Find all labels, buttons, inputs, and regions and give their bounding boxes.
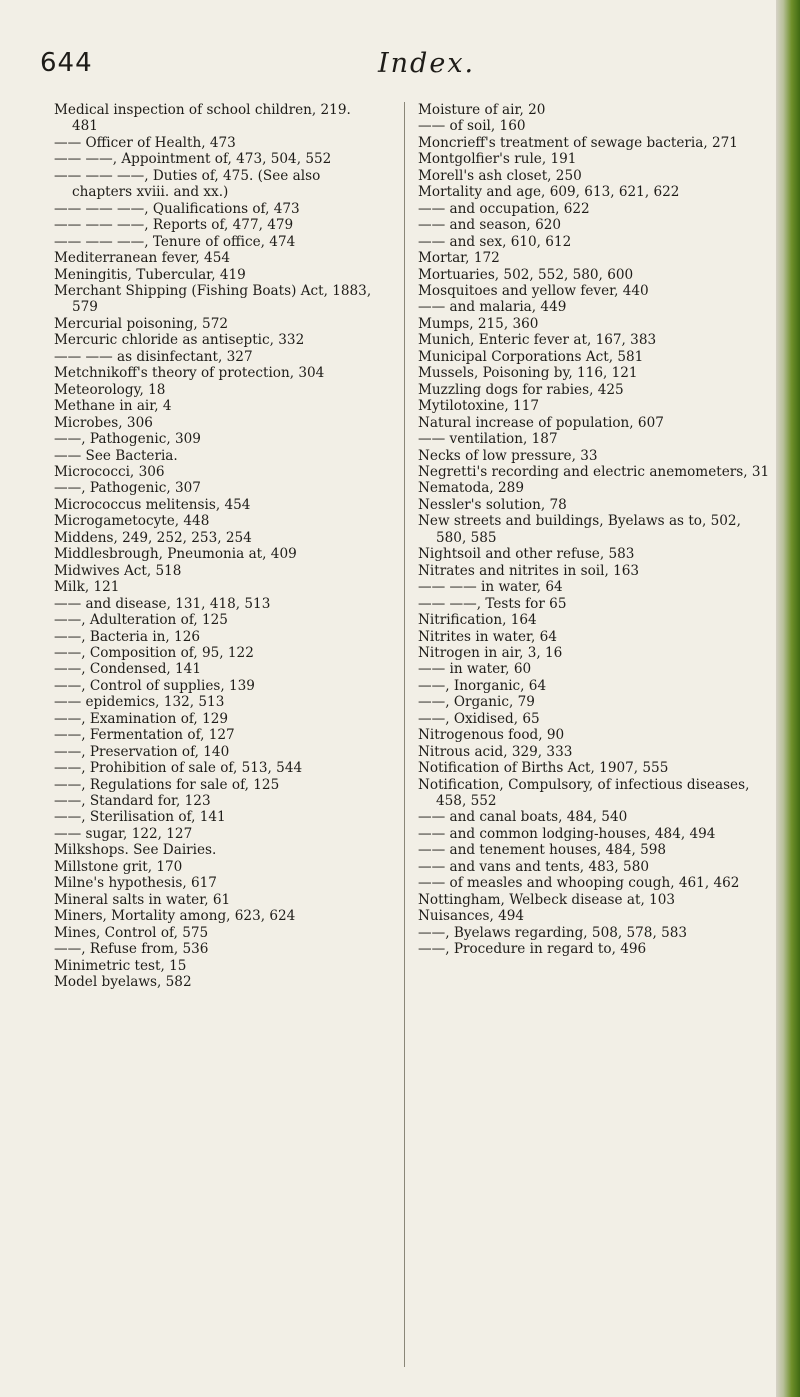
index-entry: Nitrites in water, 64	[418, 628, 557, 645]
index-entry: —— —— as disinfectant, 327	[54, 348, 253, 365]
index-entry: ——, Pathogenic, 307	[54, 480, 201, 497]
index-entry: Medical inspection of school children, 219. 481	[54, 102, 351, 135]
index-entry: Milk, 121	[54, 579, 120, 596]
index-entry: —— and malaria, 449	[418, 299, 567, 316]
page-header	[40, 48, 760, 88]
index-entry: ——, Standard for, 123	[54, 793, 211, 810]
index-entry: —— and disease, 131, 418, 513	[54, 595, 271, 612]
index-entry: —— and sex, 610, 612	[418, 233, 572, 250]
index-entry: —— —— ——, Tenure of office, 474	[54, 233, 296, 250]
index-entry: —— and season, 620	[418, 217, 562, 234]
index-entry: —— and tenement houses, 484, 598	[418, 842, 667, 859]
index-entry: Munich, Enteric fever at, 167, 383	[418, 332, 657, 349]
index-entry: —— ——, Tests for 65	[418, 595, 567, 612]
index-entry: Middens, 249, 252, 253, 254	[54, 529, 252, 546]
index-entry: ——, Preservation of, 140	[54, 743, 230, 760]
index-entry: ——, Fermentation of, 127	[54, 727, 235, 744]
index-entry: Nitrates and nitrites in soil, 163	[418, 562, 640, 579]
index-entry: —— ——, Appointment of, 473, 504, 552	[54, 151, 332, 168]
index-entry: Moncrieff's treatment of sewage bacteria, 271	[418, 134, 738, 151]
index-entry: ——, Inorganic, 64	[418, 677, 547, 694]
index-entry: Mytilotoxine, 117	[418, 398, 539, 415]
index-entry: Nematoda, 289	[418, 480, 524, 497]
index-entry: Mines, Control of, 575	[54, 924, 209, 941]
index-entry: Metchnikoff's theory of protection, 304	[54, 365, 325, 382]
index-entry: —— and common lodging-houses, 484, 494	[418, 825, 716, 842]
index-entry: Nessler's solution, 78	[418, 496, 567, 513]
index-entry: Midwives Act, 518	[54, 562, 182, 579]
index-entry: Montgolfier's rule, 191	[418, 151, 577, 168]
index-entry: Muzzling dogs for rabies, 425	[418, 381, 624, 398]
index-entry: Methane in air, 4	[54, 398, 172, 415]
index-entry: —— epidemics, 132, 513	[54, 694, 225, 711]
index-entry: Mortar, 172	[418, 250, 500, 267]
index-entry: Mercuric chloride as antiseptic, 332	[54, 332, 305, 349]
column-divider	[404, 102, 405, 1367]
index-entry: Milne's hypothesis, 617	[54, 875, 217, 892]
index-entry: ——, Organic, 79	[418, 694, 535, 711]
index-entry: Mumps, 215, 360	[418, 315, 539, 332]
index-entry: ——, Examination of, 129	[54, 710, 229, 727]
index-entry: —— —— ——, Reports of, 477, 479	[54, 217, 294, 234]
index-entry: Millstone grit, 170	[54, 858, 183, 875]
index-entry: Notification of Births Act, 1907, 555	[418, 760, 669, 777]
index-entry: ——, Procedure in regard to, 496	[418, 941, 647, 958]
index-entry: Nitrogen in air, 3, 16	[418, 644, 563, 661]
index-entry: ——, Adulteration of, 125	[54, 612, 228, 629]
index-entry: —— of soil, 160	[418, 118, 526, 135]
index-column-left	[54, 102, 379, 990]
index-entry: —— and canal boats, 484, 540	[418, 809, 628, 826]
index-entry: Nitrification, 164	[418, 612, 537, 629]
index-entry: Natural increase of population, 607	[418, 414, 664, 431]
index-entry: Mussels, Poisoning by, 116, 121	[418, 365, 638, 382]
index-entry: Milkshops. See Dairies.	[54, 842, 217, 859]
index-entry: —— —— in water, 64	[418, 579, 563, 596]
index-entry: Meningitis, Tubercular, 419	[54, 266, 246, 283]
index-entry: Miners, Mortality among, 623, 624	[54, 908, 296, 925]
index-entry: Microbes, 306	[54, 414, 153, 431]
index-entry: Notification, Compulsory, of infectious diseases, 458, 552	[418, 776, 750, 810]
index-entry: Model byelaws, 582	[54, 974, 192, 991]
index-entry: Mineral salts in water, 61	[54, 891, 231, 908]
index-entry: Mortuaries, 502, 552, 580, 600	[418, 266, 634, 283]
index-entry: ——, Refuse from, 536	[54, 941, 209, 958]
index-entry: —— Officer of Health, 473	[54, 134, 236, 151]
index-entry: Mercurial poisoning, 572	[54, 315, 228, 332]
index-entry: ——, Oxidised, 65	[418, 710, 540, 727]
index-entry: Micrococci, 306	[54, 463, 165, 480]
index-entry: ——, Prohibition of sale of, 513, 544	[54, 760, 303, 777]
index-entry: Moisture of air, 20	[418, 102, 546, 118]
index-entry: ——, Pathogenic, 309	[54, 431, 201, 448]
index-entry: Meteorology, 18	[54, 381, 166, 398]
running-head: Index.	[378, 48, 476, 79]
index-entry: Mosquitoes and yellow fever, 440	[418, 282, 649, 299]
index-entry: Negretti's recording and electric anemometers, 31	[418, 463, 770, 480]
index-entry: —— and vans and tents, 483, 580	[418, 858, 649, 875]
index-entry: Nuisances, 494	[418, 908, 525, 925]
index-entry: Minimetric test, 15	[54, 957, 187, 974]
index-entry: ——, Byelaws regarding, 508, 578, 583	[418, 924, 688, 941]
index-entry: Mediterranean fever, 454	[54, 250, 230, 267]
index-entry: —— of measles and whooping cough, 461, 462	[418, 875, 740, 892]
index-entry: ——, Condensed, 141	[54, 661, 201, 678]
index-entry: Nitrogenous food, 90	[418, 727, 565, 744]
index-entry: New streets and buildings, Byelaws as to, 502, 580, 585	[418, 513, 741, 546]
index-entry: Merchant Shipping (Fishing Boats) Act, 1883, 579	[54, 282, 372, 316]
index-entry: ——, Composition of, 95, 122	[54, 644, 254, 661]
index-entry: Morell's ash closet, 250	[418, 167, 582, 184]
index-entry: ——, Regulations for sale of, 125	[54, 776, 280, 793]
index-entry: Necks of low pressure, 33	[418, 447, 598, 464]
index-entry: ——, Control of supplies, 139	[54, 677, 255, 694]
index-entry: Micrococcus melitensis, 454	[54, 496, 251, 513]
index-entry: —— See Bacteria.	[54, 447, 178, 464]
index-entry: —— and occupation, 622	[418, 200, 590, 217]
index-entry: —— in water, 60	[418, 661, 532, 678]
index-entry: Microgametocyte, 448	[54, 513, 210, 530]
index-entry: ——, Bacteria in, 126	[54, 628, 201, 645]
index-entry: Mortality and age, 609, 613, 621, 622	[418, 184, 680, 201]
index-entry: Nightsoil and other refuse, 583	[418, 546, 635, 563]
index-entry: Nottingham, Welbeck disease at, 103	[418, 891, 676, 908]
index-entry: —— —— ——, Duties of, 475. (See also chapters xviii. and xx.)	[54, 167, 321, 201]
index-entry: Middlesbrough, Pneumonia at, 409	[54, 546, 297, 563]
page-number: 644	[40, 48, 93, 78]
page-edge-shadow	[776, 0, 800, 1397]
index-entry: Municipal Corporations Act, 581	[418, 348, 644, 365]
index-entry: —— ventilation, 187	[418, 431, 558, 448]
index-column-right	[418, 102, 773, 958]
index-entry: ——, Sterilisation of, 141	[54, 809, 226, 826]
index-entry: —— sugar, 122, 127	[54, 825, 193, 842]
index-entry: —— —— ——, Qualifications of, 473	[54, 200, 300, 217]
index-entry: Nitrous acid, 329, 333	[418, 743, 573, 760]
